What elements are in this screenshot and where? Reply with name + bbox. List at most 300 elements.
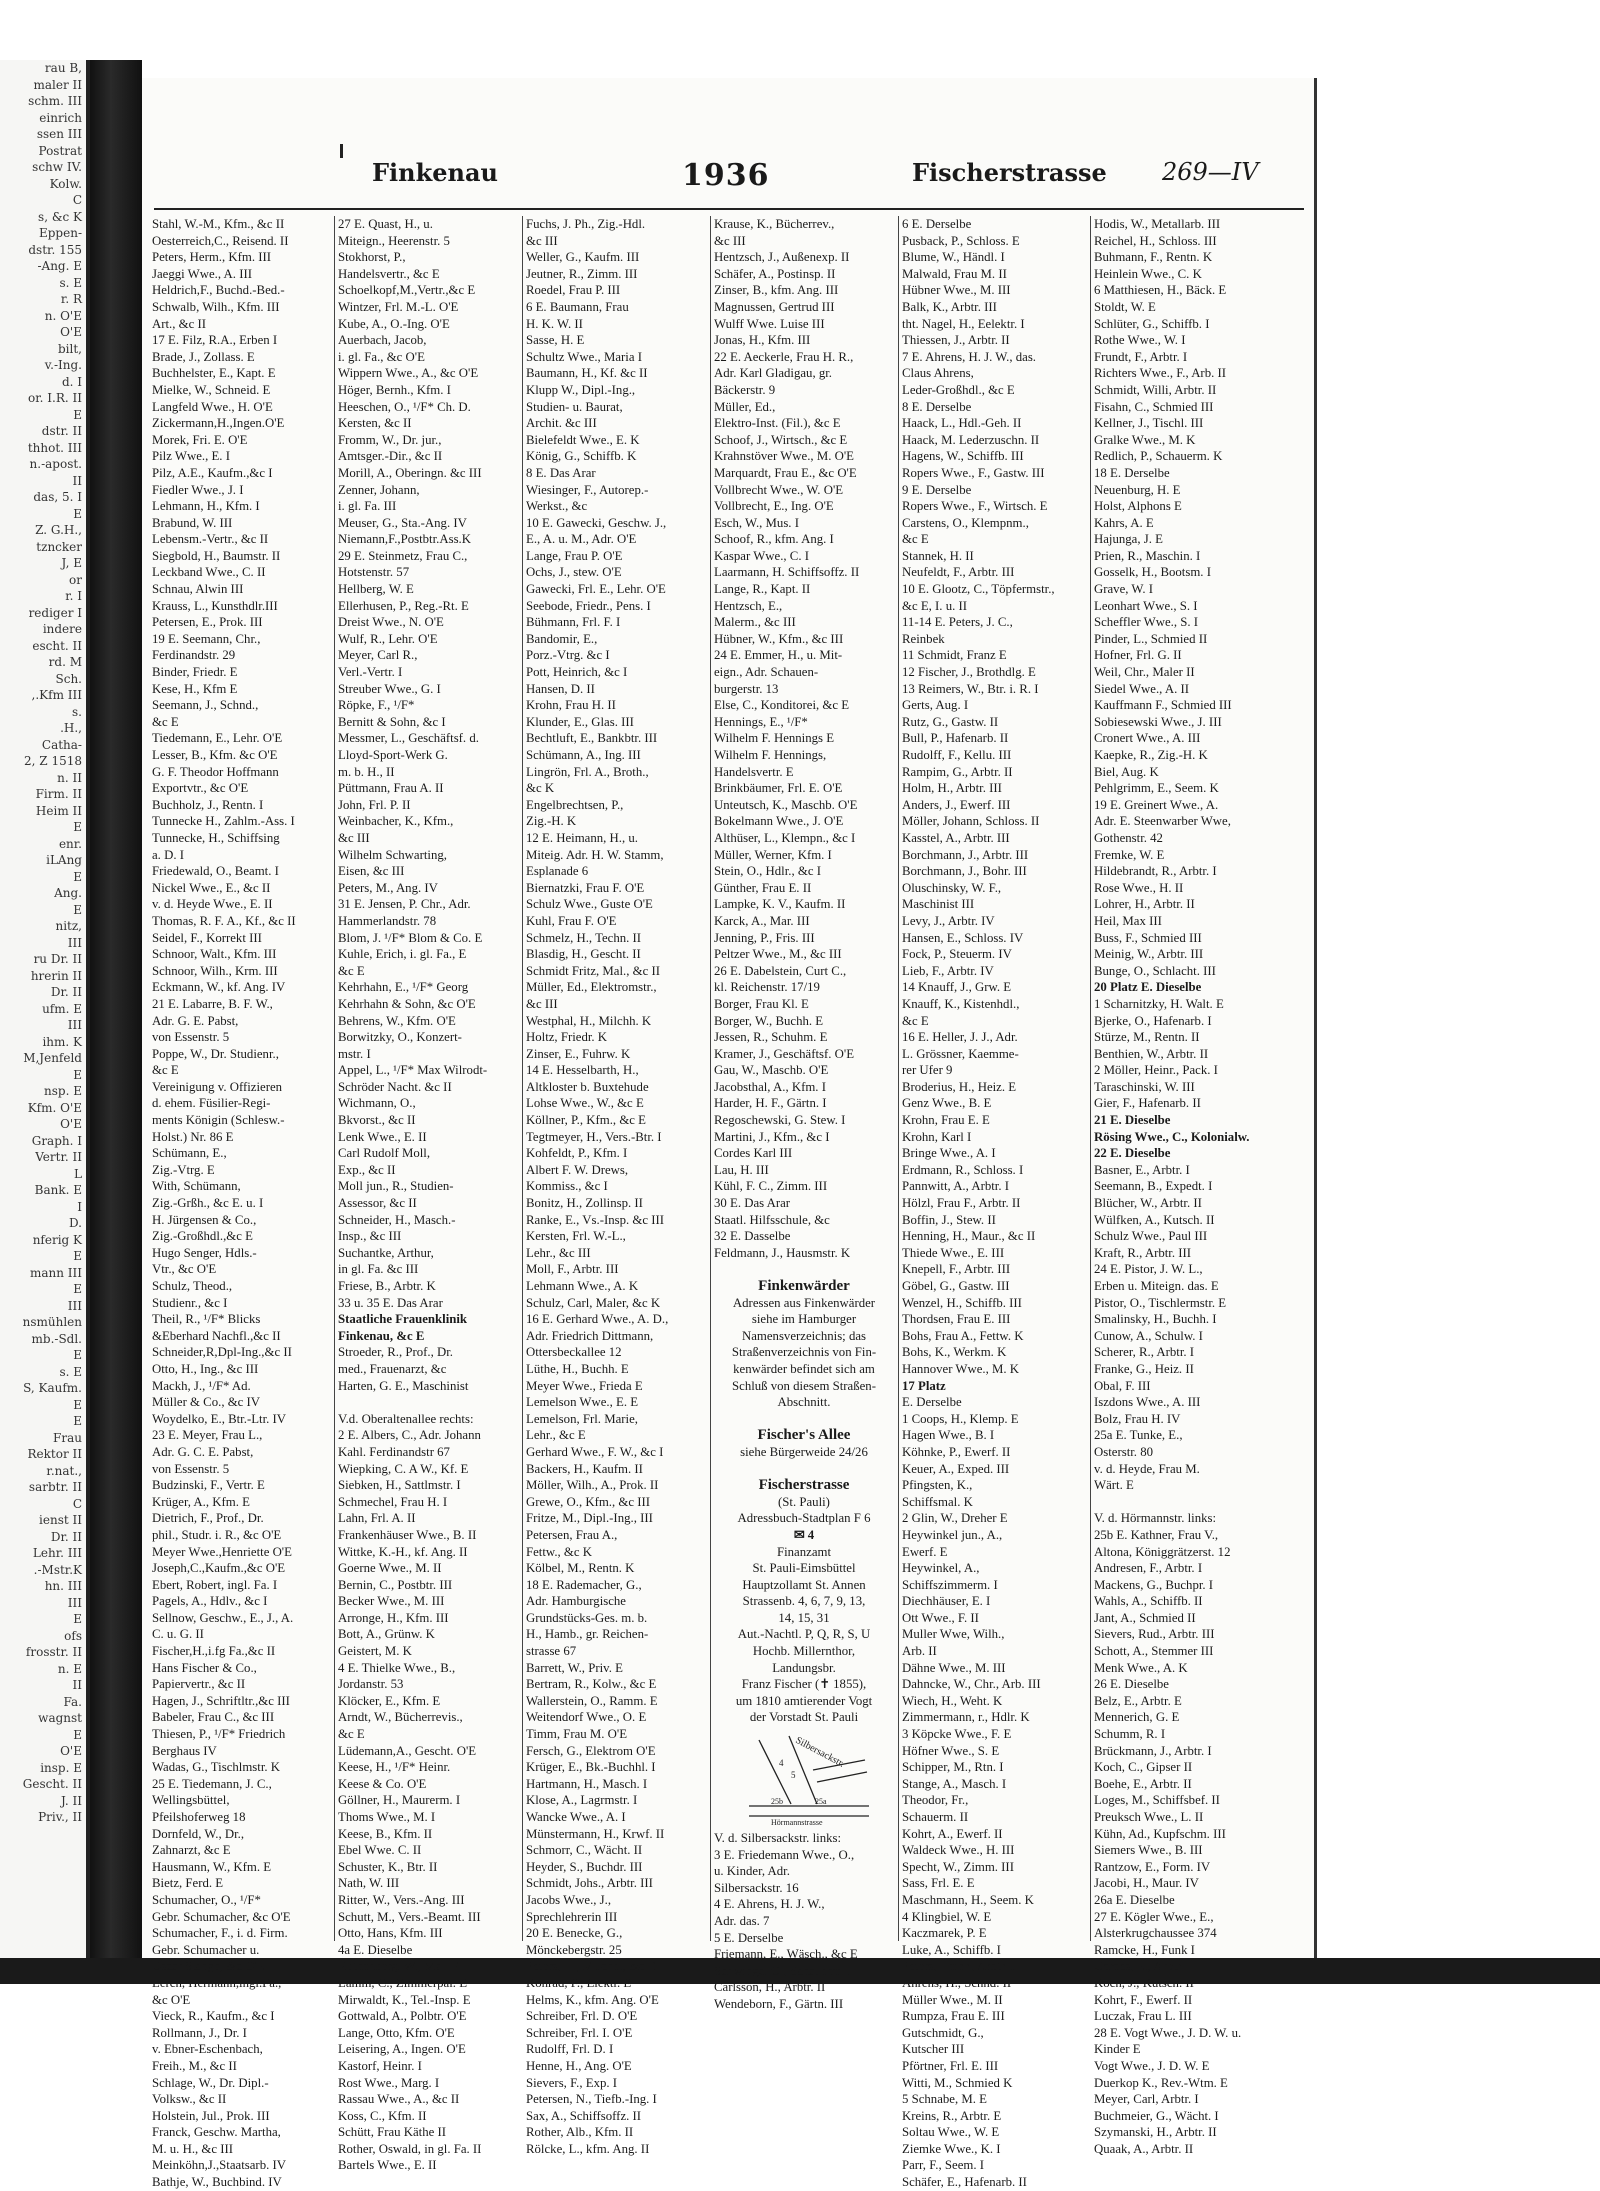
directory-entry: Zig.-Grßh., &c E. u. I <box>152 1196 264 1211</box>
directory-entry: Schnoor, Walt., Kfm. III <box>152 947 277 962</box>
prev-page-line: ofs <box>64 1628 82 1643</box>
directory-entry: Vollbrecht Wwe., W. O'E <box>714 482 844 497</box>
directory-entry: Erben u. Miteign. das. E <box>1094 1279 1219 1293</box>
directory-entry: ✉ 4 <box>793 1527 815 1542</box>
directory-entry: Broderius, H., Heiz. E <box>902 1079 1017 1094</box>
prev-page-line: indere <box>42 622 82 636</box>
directory-entry: ments Königin (Schlesw.- <box>152 1113 285 1128</box>
directory-entry: Rampim, G., Arbtr. II <box>902 764 1013 779</box>
prev-page-line: Vertr. II <box>35 1150 82 1164</box>
directory-entry: Pfingsten, K., <box>902 1478 973 1493</box>
directory-entry: Meyer, Carl, Arbtr. I <box>1094 2092 1199 2107</box>
directory-entry: Schumm, R. I <box>1094 1727 1166 1742</box>
directory-entry: Ziemke Wwe., K. I <box>902 2141 1001 2156</box>
directory-entry: Wilhelm F. Hennings, <box>714 748 827 762</box>
directory-entry: Bkvorst., &c II <box>338 1113 416 1128</box>
directory-entry: Lieb, F., Arbtr. IV <box>902 963 994 978</box>
prev-page-line: E <box>73 1727 82 1742</box>
directory-entry: Suchantke, Arthur, <box>338 1245 434 1260</box>
directory-entry: 29 E. Steinmetz, Frau C., <box>338 548 468 563</box>
prev-page-line: O'E <box>60 1117 82 1131</box>
directory-entry: Oluschinsky, W. F., <box>902 880 1002 895</box>
directory-entry: Siemers Wwe., B. III <box>1094 1843 1203 1858</box>
directory-entry: Schmidt, Johs., Arbtr. III <box>526 1876 653 1891</box>
directory-entry: Franke, G., Heiz. II <box>1094 1361 1194 1376</box>
directory-entry: Pagels, A., Hdlv., &c I <box>152 1594 268 1609</box>
directory-entry: Knauff, K., Kistenhdl., <box>902 996 1020 1011</box>
directory-entry: Adr. Friedrich Dittmann, <box>526 1328 654 1343</box>
directory-entry: Alsterkrugchaussee 374 <box>1094 1926 1217 1941</box>
directory-entry: Leisering, A., Ingen. O'E <box>338 2042 466 2057</box>
directory-entry: Otto, Hans, Kfm. III <box>338 1926 443 1941</box>
directory-entry: Weil, Chr., Maler II <box>1094 665 1195 680</box>
directory-entry: Namensverzeichnis; das <box>741 1328 866 1343</box>
directory-entry: Osterstr. 80 <box>1094 1444 1154 1459</box>
directory-entry: Höger, Bernh., Kfm. I <box>338 382 451 397</box>
directory-entry: 26 E. Dieselbe <box>1094 1677 1169 1692</box>
directory-entry: Schümann, E., <box>152 1146 227 1161</box>
directory-entry: Peters, H., Milchh., &c E <box>526 1959 656 1974</box>
prev-page-line: E <box>73 407 82 422</box>
directory-entry: Rumpza, Frau E. III <box>902 2009 1005 2024</box>
directory-entry: Göllner, H., Maurerm. I <box>338 1793 461 1808</box>
directory-entry: Röpke, F., ¹/F* <box>338 698 415 713</box>
directory-entry: 7 E. Ahrens, H. J. W., das. <box>902 349 1037 364</box>
directory-entry: Sasse, H. E <box>526 333 585 348</box>
directory-entry: Stannek, H. II <box>902 548 974 563</box>
directory-entry: Schneider, H., Masch.- <box>338 1212 456 1227</box>
directory-entry: Adr. Karl Gladigau, gr. <box>714 366 832 381</box>
prev-page-line: L <box>74 1166 82 1181</box>
directory-entry: Pannwitt, A., Arbtr. I <box>902 1179 1009 1194</box>
directory-entry: Lesser, B., Kfm. &c O'E <box>152 748 278 762</box>
directory-entry: Belz, E., Arbtr. E <box>1094 1693 1182 1708</box>
directory-entry: Thiessen, J., Arbtr. II <box>902 333 1010 348</box>
prev-page-line: dstr. II <box>41 424 82 438</box>
directory-entry: Obal, F. III <box>1094 1378 1151 1393</box>
directory-entry: Schuster, K., Btr. II <box>338 1859 438 1874</box>
directory-entry: Schmechel, Frau H. I <box>338 1494 448 1509</box>
directory-entry: Altkloster b. Buxtehude <box>526 1079 649 1094</box>
directory-entry: Dahncke, W., Chr., Arb. III <box>902 1677 1041 1692</box>
directory-entry: L. Grössner, Kaemme- <box>902 1046 1019 1061</box>
directory-entry: Möller, Wilh., A., Prok. II <box>526 1478 659 1493</box>
directory-entry: Kreins, R., Arbtr. E <box>902 2108 1002 2123</box>
directory-entry: siehe Bürgerweide 24/26 <box>740 1444 868 1459</box>
directory-entry: Schoof, J., Wirtsch., &c E <box>714 432 848 447</box>
prev-page-line: Priv., II <box>38 1810 82 1824</box>
directory-entry: Moll, F., Arbtr. III <box>526 1262 619 1277</box>
directory-entry: Budzinski, F., Vertr. E <box>152 1478 265 1493</box>
directory-entry: Studienr., &c I <box>152 1295 228 1310</box>
directory-entry: Thiede Wwe., E. III <box>902 1245 1005 1260</box>
directory-entry: Schreiber, Frl. D. O'E <box>526 2009 638 2024</box>
directory-entry: Hansen, E., Schloss. IV <box>902 930 1024 945</box>
directory-entry: Kramer, J., Geschäftsf. O'E <box>714 1046 855 1061</box>
directory-entry: Dornfeld, W., Dr., <box>152 1826 245 1841</box>
directory-entry: Fiedler Wwe., J. I <box>152 482 244 497</box>
directory-entry: Fritze, M., Dipl.-Ing., III <box>526 1511 653 1526</box>
directory-entry: Frundt, F., Arbtr. I <box>1094 349 1188 364</box>
directory-entry: 18 E. Derselbe <box>1094 465 1170 480</box>
map-label-hoermannstrasse: Hörmannstrasse <box>771 1818 823 1828</box>
directory-entry: Helms, K., kfm. Ang. O'E <box>526 1992 659 2007</box>
prev-page-line: Kolw. <box>49 176 82 191</box>
directory-entry: 5 E. Derselbe <box>714 1930 784 1945</box>
directory-entry: Behrens, W., Kfm. O'E <box>338 1013 456 1028</box>
directory-entry: Wancke Wwe., A. I <box>526 1810 626 1824</box>
directory-entry: Krüger, E., Bk.-Buchhl. I <box>526 1760 656 1775</box>
prev-page-line: Ang. <box>54 886 82 900</box>
directory-entry: Brabund, W. III <box>152 515 233 530</box>
directory-entry: 27 E. Kögler Wwe., E., <box>1094 1909 1214 1924</box>
directory-entry: Seemann, J., Schnd., <box>152 698 259 713</box>
prev-page-line: .H., <box>60 721 82 735</box>
directory-entry: Weller, G., Kaufm. III <box>526 250 640 265</box>
directory-entry: Rost Wwe., Marg. I <box>338 2075 440 2090</box>
directory-entry: Szymanski, H., Arbtr. II <box>1094 2125 1217 2140</box>
directory-entry: Porz.-Vtrg. &c I <box>526 648 610 663</box>
directory-entry: Fock, P., Steuerm. IV <box>902 947 1012 962</box>
prev-page-line: J. II <box>61 1793 82 1808</box>
prev-page-line: Eppen- <box>38 226 82 240</box>
directory-entry: Klunder, E., Glas. III <box>526 714 634 729</box>
directory-entry: Landungsbr. <box>772 1660 836 1675</box>
directory-entry: Handelsvertr., &c E <box>338 266 440 281</box>
directory-entry: Luczak, Frau L. III <box>1094 2009 1192 2024</box>
directory-entry: Kaczmarek, P. E <box>902 1926 987 1941</box>
directory-entry: 31 E. Jensen, P. Chr., Adr. <box>338 897 471 912</box>
directory-entry: Rösing Wwe., C., Kolonialw. <box>1094 1129 1250 1144</box>
directory-entry: Anders, J., Ewerf. III <box>902 797 1011 812</box>
directory-entry: Ebel Wwe. C. II <box>338 1843 422 1858</box>
directory-entry: Diechhäuser, E. I <box>902 1594 991 1609</box>
directory-entry: Neuenburg, H. E <box>1094 482 1181 497</box>
directory-entry: Gerhard Wwe., F. W., &c I <box>526 1444 664 1459</box>
directory-entry: Hellberg, W. E <box>338 582 414 597</box>
prev-page-line: Firm. II <box>35 787 82 801</box>
directory-entry: Mielke, W., Schneid. E <box>152 382 271 397</box>
directory-entry: Dreist Wwe., N. O'E <box>338 615 444 630</box>
directory-entry: Basner, E., Arbtr. I <box>1094 1162 1190 1177</box>
directory-entry: Kutscher III <box>902 2042 965 2057</box>
prev-page-line: III <box>67 935 82 950</box>
directory-entry: Borchmann, J., Bohr. III <box>902 864 1027 879</box>
directory-entry: Vieck, R., Kaufm., &c I <box>152 2009 275 2024</box>
directory-entry: Pehlgrimm, E., Seem. K <box>1094 781 1219 796</box>
directory-entry: Rother, Alb., Kfm. II <box>526 2125 634 2140</box>
directory-page <box>142 78 1317 2190</box>
directory-entry: John, Frl. P. II <box>338 797 411 812</box>
directory-entry: 32 E. Dasselbe <box>714 1229 791 1244</box>
directory-entry: 11 Schmidt, Franz E <box>902 648 1007 663</box>
directory-entry: Bull, P., Hafenarb. II <box>902 731 1009 746</box>
directory-entry: eign., Adr. Schauen- <box>714 665 819 680</box>
directory-entry: Eckmann, W., kf. Ang. IV <box>152 980 286 995</box>
prev-page-line: nsmühlen <box>22 1315 82 1329</box>
directory-entry: kenwärder befindet sich am <box>733 1361 875 1376</box>
directory-entry: Dietrich, F., Prof., Dr. <box>152 1511 264 1526</box>
directory-entry: Koss, C., Kfm. II <box>338 2108 427 2123</box>
directory-entry: Hansen, D. II <box>526 681 595 696</box>
directory-entry: Holtz, Friedr. K <box>526 1030 608 1045</box>
prev-page-line: Fa. <box>63 1694 82 1709</box>
directory-entry: 19 E. Greinert Wwe., A. <box>1094 797 1219 812</box>
directory-entry: Köhnke, P., Ewerf. II <box>902 1444 1011 1459</box>
directory-entry: 5 Schnabe, M. E <box>902 2092 987 2107</box>
directory-entry: Claus Ahrens, <box>902 366 974 381</box>
directory-entry: Morill, A., Oberingn. &c III <box>338 465 482 480</box>
directory-entry: Schmidt Fritz, Mal., &c II <box>526 963 660 978</box>
directory-entry: Wadas, G., Tischlmstr. K <box>152 1760 281 1775</box>
prev-page-line: C <box>72 193 82 207</box>
book-gutter <box>90 60 142 1960</box>
prev-page-line: ,.Kfm III <box>31 688 82 702</box>
directory-entry: von Essenstr. 5 <box>152 1461 230 1476</box>
directory-entry: Gutschmidt, G., <box>902 2025 984 2040</box>
directory-entry: Vollbrecht, E., Ing. O'E <box>714 499 834 514</box>
directory-entry: Lerch, Hermann,ingl.Fa., <box>152 1975 282 1990</box>
directory-entry: Lange, Otto, Kfm. O'E <box>338 2025 455 2040</box>
prev-page-line: Z. G.H., <box>35 523 82 537</box>
directory-entry: Althüser, L., Klempn., &c I <box>714 830 856 845</box>
directory-entry: 24 E. Emmer, H., u. Mit- <box>714 648 843 663</box>
directory-entry: Lüthe, H., Buchh. E <box>526 1361 629 1376</box>
directory-entry: Jacobs Wwe., J., <box>526 1892 612 1907</box>
directory-entry: Hübner Wwe., M. III <box>902 283 1011 298</box>
directory-entry: Schlüter, G., Schiffb. I <box>1094 316 1210 331</box>
directory-entry: Sellnow, Geschw., E., J., A. <box>152 1610 294 1625</box>
directory-entry: With, Schümann, <box>152 1179 241 1194</box>
directory-entry: Petersen, E., Prok. III <box>152 615 263 630</box>
directory-entry: Adr. G. C. E. Pabst, <box>152 1444 254 1459</box>
prev-page-line: Frau <box>53 1430 82 1445</box>
prev-page-line: O'E <box>60 325 82 339</box>
directory-entry: Pförtner, Frl. E. III <box>902 2058 999 2073</box>
directory-entry: Studien- u. Baurat, <box>526 399 623 414</box>
directory-entry: Jaeggi Wwe., A. III <box>152 266 252 281</box>
directory-entry: Barrett, W., Priv. E <box>526 1660 623 1675</box>
prev-page-line: 2, Z 1518 <box>24 754 82 768</box>
directory-entry: Pott, Heinrich, &c I <box>526 665 628 680</box>
prev-page-line: Gescht. II <box>22 1777 82 1791</box>
directory-entry: Konrad, F., Elektr. E <box>526 1975 632 1990</box>
directory-entry: Stahl, W.-M., Kfm., &c II <box>152 217 285 231</box>
directory-entry: Hannover Wwe., M. K <box>902 1361 1020 1376</box>
directory-entry: Strassenb. 4, 6, 7, 9, 13, <box>742 1594 866 1609</box>
directory-entry: Heeschen, O., ¹/F* Ch. D. <box>338 399 471 414</box>
directory-entry: 25b E. Kathner, Frau V., <box>1094 1527 1219 1542</box>
prev-page-line: Postrat <box>38 143 82 158</box>
directory-entry: Moll jun., R., Studien- <box>338 1179 454 1194</box>
directory-entry: Hodis, W., Metallarb. III <box>1094 217 1221 231</box>
directory-entry: Lehr., &c E <box>526 1428 586 1443</box>
directory-entry: Stange, A., Masch. I <box>902 1776 1007 1791</box>
directory-entry: Silbersackstr. 16 <box>714 1880 799 1895</box>
prev-page-line: E <box>73 1348 82 1362</box>
directory-entry: Ewerf. E <box>902 1544 948 1559</box>
map-house-number: 25a <box>815 1797 827 1807</box>
prev-page-line: nsp. E <box>44 1084 82 1098</box>
directory-entry: Schütt, Frau Käthe II <box>338 2125 447 2140</box>
directory-entry: Hildebrandt, R., Arbtr. I <box>1094 864 1217 879</box>
prev-page-line: III <box>67 1595 82 1610</box>
directory-entry: Kaspar Wwe., C. I <box>714 548 810 563</box>
directory-entry: Messmer, L., Geschäftsf. d. <box>338 731 479 746</box>
directory-entry: Heldrich,F., Buchd.-Bed.- <box>152 283 285 298</box>
map-label-silbersackstr: Silbersackstr. <box>793 1734 847 1770</box>
directory-entry: Ritter, W., Vers.-Ang. III <box>338 1892 465 1907</box>
directory-entry: Feldmann, J., Hausmstr. K <box>714 1245 851 1260</box>
prev-page-line: E <box>73 869 82 884</box>
directory-entry: Lebensm.-Vertr., &c II <box>152 532 269 547</box>
directory-entry: &c E <box>338 1727 365 1742</box>
prev-page-line: Rektor II <box>27 1447 82 1461</box>
directory-entry: Borger, Frau Kl. E <box>714 996 809 1011</box>
directory-entry: Fremke, W. E <box>1094 847 1165 862</box>
directory-entry: Köllner, P., Kfm., &c E <box>526 1113 646 1128</box>
directory-entry: Schröder Nacht. &c II <box>338 1079 452 1094</box>
directory-entry: 4 E. Ahrens, H. J. W., <box>714 1897 825 1912</box>
directory-entry: Heil, Max III <box>1094 913 1162 928</box>
directory-entry: Langfeld Wwe., H. O'E <box>152 399 273 414</box>
header-rule <box>154 208 1304 210</box>
directory-entry: u. Kinder, Adr. <box>714 1864 790 1879</box>
directory-entry: in gl. Fa. &c III <box>338 1262 419 1277</box>
directory-entry: 2 Glin, W., Dreher E <box>902 1511 1008 1526</box>
directory-entry: Lohrer, H., Arbtr. II <box>1094 897 1195 912</box>
directory-entry: Timm, Frau M. O'E <box>526 1727 628 1742</box>
prev-page-line: Heim II <box>35 803 82 818</box>
directory-entry: Heyder, S., Buchdr. III <box>526 1859 643 1874</box>
directory-entry: Hajunga, J. E <box>1094 532 1163 547</box>
directory-entry: Becker Wwe., M. III <box>338 1594 445 1609</box>
directory-entry: Pilz Wwe., E. I <box>152 449 230 464</box>
directory-entry: Biel, Aug. K <box>1094 764 1159 779</box>
directory-entry: Binder, Friedr. E <box>152 665 238 680</box>
directory-entry: Schäfer, A., Postinsp. II <box>714 266 836 281</box>
directory-entry: Reichel, H., Schloss. III <box>1094 233 1217 248</box>
directory-entry: Rose Wwe., H. II <box>1094 880 1184 895</box>
directory-entry: Woydelko, E., Btr.-Ltr. IV <box>152 1411 287 1426</box>
directory-entry: Kastorf, Heinr. I <box>338 2058 422 2073</box>
directory-entry: St. Pauli-Eimsbüttel <box>752 1561 856 1576</box>
directory-entry: 33 u. 35 E. Das Arar <box>338 1295 443 1310</box>
directory-entry: 14 Knauff, J., Grw. E <box>902 980 1012 995</box>
directory-entry: Muller Wwe, Wilh., <box>902 1627 1005 1642</box>
directory-entry: Elektro-Inst. (Fil.), &c E <box>714 416 841 431</box>
prev-page-line: sarbtr. II <box>28 1480 82 1494</box>
prev-page-line: iLAng <box>46 853 82 867</box>
directory-entry: H. K. W. II <box>526 316 583 331</box>
directory-entry: Miteign., Heerenstr. 5 <box>338 233 450 248</box>
directory-entry: Baumann, H., Kf. &c II <box>526 366 648 381</box>
directory-entry: Papiervertr., &c II <box>152 1677 246 1692</box>
directory-entry: 2 Möller, Heinr., Pack. I <box>1094 1063 1218 1078</box>
directory-entry: 12 E. Heimann, H., u. <box>526 830 638 845</box>
directory-entry: 12 Fischer, J., Brothdlg. E <box>902 665 1036 680</box>
prev-page-line: D. <box>68 1216 82 1230</box>
section-heading: Fischerstrasse <box>758 1477 850 1494</box>
directory-entry: C. u. G. II <box>152 1627 204 1642</box>
prev-page-line: III <box>67 1018 82 1032</box>
directory-entry: Albert F. W. Drews, <box>526 1162 629 1177</box>
directory-entry: Henne, H., Ang. O'E <box>526 2058 632 2073</box>
directory-entry: Rutz, G., Gastw. II <box>902 714 999 729</box>
directory-entry: Kese, H., Kfm E <box>152 681 238 696</box>
directory-entry: H., Hamb., gr. Reichen- <box>526 1627 649 1642</box>
directory-entry: Schmorr, C., Wächt. II <box>526 1843 643 1858</box>
prev-page-line: rd. M <box>48 655 82 669</box>
prev-page-line: E <box>73 1397 82 1412</box>
directory-entry: von Essenstr. 5 <box>152 1030 230 1045</box>
directory-entry: Lemelson Wwe., E. E <box>526 1395 639 1410</box>
directory-entry: Holst.) Nr. 86 E <box>152 1129 234 1144</box>
directory-entry: H. Jürgensen & Co., <box>152 1212 257 1227</box>
directory-entry: Siegbold, H., Baumstr. II <box>152 548 281 563</box>
directory-entry: Zig.-Vtrg. E <box>152 1162 215 1177</box>
directory-entry: E., A. u. M., Adr. O'E <box>526 532 637 547</box>
prev-page-line: frosstr. II <box>25 1645 82 1659</box>
directory-entry: Gerts, Aug. I <box>902 698 969 713</box>
directory-entry: Gottwald, A., Polbtr. O'E <box>338 2009 467 2024</box>
directory-entry: Schwinge, O., Schauerm. I <box>714 1963 852 1978</box>
prev-page-line: dstr. 155 <box>28 242 82 257</box>
prev-page-line: E <box>73 1282 82 1296</box>
directory-entry: Kehrhahn, E., ¹/F* Georg <box>338 980 469 995</box>
prev-page-line: n. O'E <box>44 308 82 323</box>
directory-entry: Meuser, G., Sta.-Ang. IV <box>338 515 467 530</box>
directory-entry <box>1094 1494 1294 1511</box>
directory-entry: Klose, A., Lagrmstr. I <box>526 1793 638 1808</box>
directory-entry: Maschinist III <box>902 897 975 912</box>
directory-entry: Staatliche Frauenklinik <box>338 1312 468 1327</box>
directory-entry: Seebode, Friedr., Pens. I <box>526 598 651 613</box>
directory-entry: Stokhorst, P., <box>338 250 406 265</box>
directory-entry: Balk, K., Arbtr. III <box>902 299 997 314</box>
directory-entry: Archit. &c III <box>526 416 597 431</box>
directory-entry: Seemann, B., Expedt. I <box>1094 1179 1213 1194</box>
directory-entry: Vtr., &c O'E <box>152 1262 217 1277</box>
map-house-number: 5 <box>791 1770 796 1781</box>
directory-entry: Lüdemann,A., Gescht. O'E <box>338 1743 477 1758</box>
directory-entry: Petersen, N., Tiefb.-Ing. I <box>526 2092 657 2107</box>
directory-entry: 1 Coops, H., Klemp. E <box>902 1411 1019 1426</box>
directory-entry: Meinköhn,J.,Staatsarb. IV <box>152 2158 286 2173</box>
street-line <box>817 1772 867 1782</box>
directory-entry: Kahrs, A. E <box>1094 515 1154 530</box>
directory-entry: Preuksch Wwe., L. II <box>1094 1810 1204 1824</box>
directory-entry: Lange, R., Kapt. II <box>714 582 811 597</box>
directory-entry: Bokelmann Wwe., J. O'E <box>714 814 844 829</box>
directory-entry: Kraft, R., Arbtr. III <box>1094 1245 1192 1260</box>
directory-entry: Schnoor, Wilh., Krm. III <box>152 963 278 978</box>
prev-page-line: II <box>72 473 82 488</box>
directory-entry: Schulz Wwe., Paul III <box>1094 1229 1208 1244</box>
prev-page-line: E <box>73 820 82 834</box>
directory-entry: 13 Reimers, W., Btr. i. R. I <box>902 681 1039 696</box>
directory-entry: Meyer Wwe.,Henriette O'E <box>152 1544 292 1559</box>
directory-entry: Schnau, Alwin III <box>152 582 244 597</box>
directory-entry: Kinder E <box>1094 2042 1141 2057</box>
directory-entry: 2 E. Albers, C., Adr. Johann <box>338 1428 481 1443</box>
directory-entry: Buss, F., Schmied III <box>1094 930 1202 945</box>
directory-entry: Arb. II <box>902 1644 937 1659</box>
directory-entry: Ropers Wwe., F., Wirtsch. E <box>902 499 1048 514</box>
directory-entry: Pilz, A.E., Kaufm.,&c I <box>152 465 273 480</box>
prev-page-line: ssen III <box>36 127 82 141</box>
directory-entry: Günther, Frau E. II <box>714 880 812 895</box>
